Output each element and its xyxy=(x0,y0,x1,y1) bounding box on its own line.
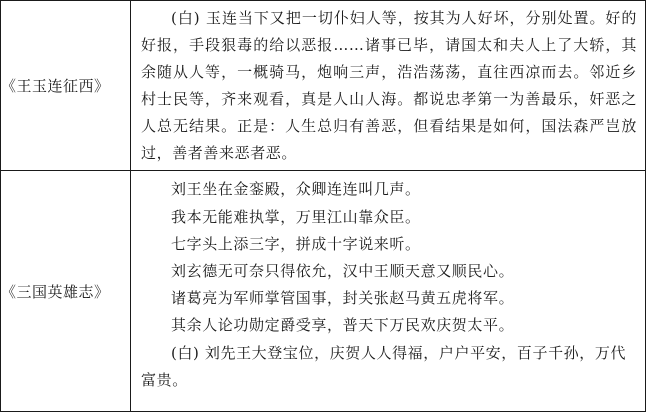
table-row xyxy=(1,1,646,171)
work-title: 《王玉连征西》 xyxy=(1,1,131,171)
closing-paragraph: (白) 刘先王大登宝位，庆贺人人得福，户户平安，百子千孙，万代富贵。 xyxy=(141,343,627,389)
verse-line: 七字头上添三字，拼成十字说来听。 xyxy=(171,234,421,253)
prose-paragraph: (白) 玉连当下又把一切仆妇人等，按其为人好坏，分别处置。好的好报，手段狠毒的给以恶报……诸事已毕，请国太和夫人上了大轿，其余随从人等，一概骑马，炮响三声，浩浩荡荡，直往西凉而去。邻近乡村士民等，齐来观看，真是人山人海。都说忠孝第一为善最乐，奸恶之人总无结果。正是：人生总归有善恶，但看结果是如何，国法森严岂放过，善者善来恶者恶。 xyxy=(141,9,637,162)
verse-line: 我本无能难执掌，万里江山靠众臣。 xyxy=(171,207,421,226)
verse-line: 其余人论功勋定爵受享，普天下万民欢庆贺太平。 xyxy=(171,316,515,335)
work-title: 《三国英雄志》 xyxy=(1,171,131,412)
table-row xyxy=(1,171,646,412)
content-cell xyxy=(131,1,646,171)
verse-line: 刘王坐在金銮殿，众卿连连叫几声。 xyxy=(171,180,421,199)
verse-line: 诸葛亮为军师掌管国事，封关张赵马黄五虎将军。 xyxy=(171,289,515,308)
content-cell xyxy=(131,171,646,412)
verse-line: 刘玄德无可奈只得依允，汉中王顺天意又顺民心。 xyxy=(171,262,515,281)
